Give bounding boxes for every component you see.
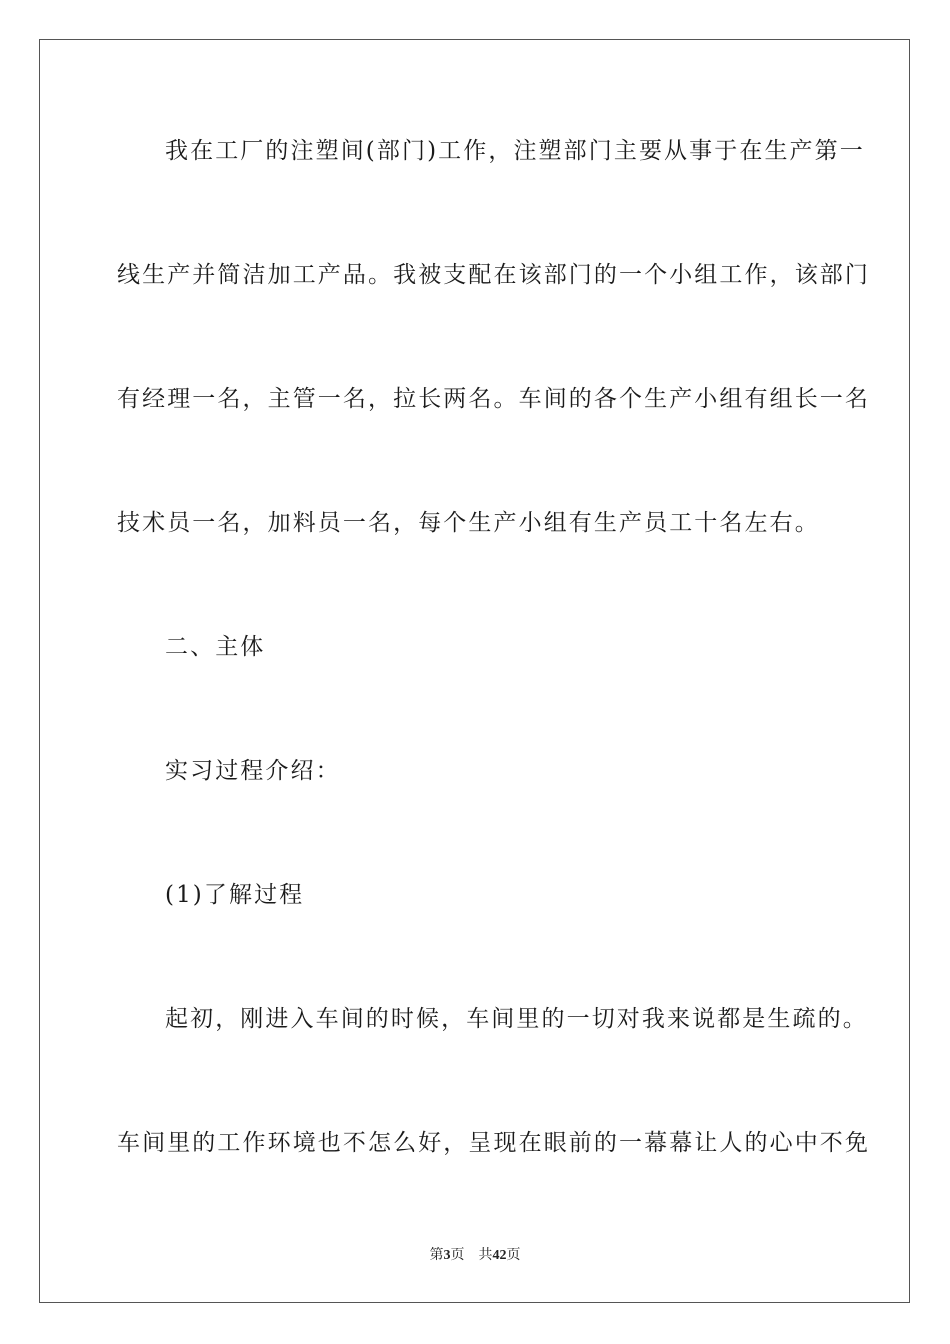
paragraph-line-1: 我在工厂的注塑间(部门)工作，注塑部门主要从事于在生产第一: [165, 138, 865, 164]
paragraph-line-3: 有经理一名，主管一名，拉长两名。车间的各个生产小组有组长一名: [117, 386, 870, 412]
page-current: 3: [443, 1248, 451, 1263]
total-prefix: 共: [478, 1248, 493, 1263]
paragraph-line-2: 线生产并简洁加工产品。我被支配在该部门的一个小组工作，该部门: [117, 262, 870, 288]
page-prefix: 第: [429, 1248, 444, 1263]
page-total: 42: [492, 1248, 507, 1263]
page-suffix: 页: [450, 1248, 465, 1263]
total-suffix: 页: [506, 1248, 521, 1263]
paragraph-line-4: 技术员一名，加料员一名，每个生产小组有生产员工十名左右。: [117, 510, 820, 536]
page-frame: [39, 39, 910, 1303]
page-footer: [0, 1247, 950, 1265]
subsection-item: (1)了解过程: [165, 882, 305, 908]
paragraph-line-6: 车间里的工作环境也不怎么好，呈现在眼前的一幕幕让人的心中不免: [117, 1130, 870, 1156]
section-heading: 二、主体: [165, 634, 266, 660]
paragraph-line-5: 起初，刚进入车间的时候，车间里的一切对我来说都是生疏的。: [165, 1006, 868, 1032]
subsection-heading: 实习过程介绍：: [165, 758, 341, 784]
